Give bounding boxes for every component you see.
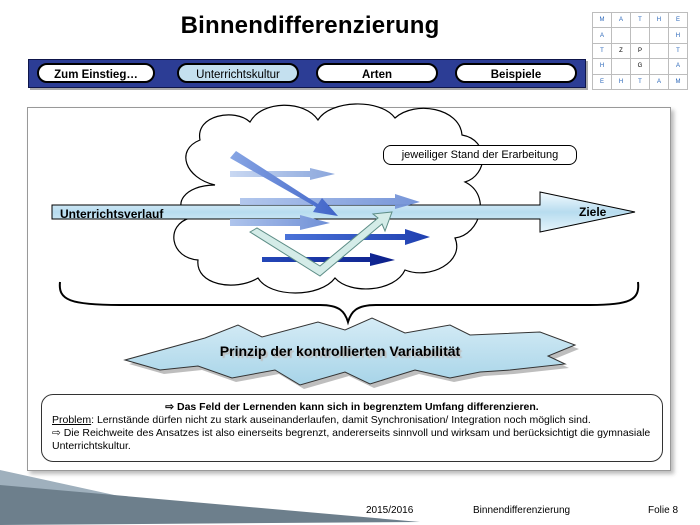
logo-letter: Z: [612, 43, 631, 58]
logo-letter: H: [668, 28, 687, 43]
logo-letter: G: [630, 59, 649, 74]
lesson-flow-label: Unterrichtsverlauf: [60, 207, 164, 221]
logo-letter: T: [593, 43, 612, 58]
summary-textbox: [41, 394, 663, 462]
current-state-callout: jeweiliger Stand der Erarbeitung: [383, 145, 577, 165]
conclusion-text: ⇨ Die Reichweite des Ansatzes ist also einerseits begrenzt, andererseits sinnvoll und wirksam und berücksichtigt die gymnasiale Unterrichtskultur.: [52, 427, 651, 452]
problem-label: Problem: [52, 414, 92, 426]
logo-letter: H: [649, 13, 668, 28]
nav-button-beispiele[interactable]: Beispiele: [455, 63, 577, 83]
logo-letter: H: [593, 59, 612, 74]
problem-line: [52, 414, 652, 427]
logo-letter: T: [630, 74, 649, 89]
logo-letter: A: [668, 59, 687, 74]
principle-label: Prinzip der kontrollierten Variabilität: [219, 343, 461, 359]
nav-button-unterrichtskultur[interactable]: Unterrichtskultur: [177, 63, 299, 83]
logo-letter: P: [630, 43, 649, 58]
logo-letter: M: [668, 74, 687, 89]
logo-letter: E: [668, 13, 687, 28]
logo-letter: A: [649, 74, 668, 89]
summary-headline: ⇨ Das Feld der Lernenden kann sich in begrenztem Umfang differenzieren.: [165, 401, 539, 413]
logo-letter: M: [593, 13, 612, 28]
goals-label: Ziele: [579, 205, 607, 219]
logo-letter: T: [630, 13, 649, 28]
nav-button-arten[interactable]: Arten: [316, 63, 438, 83]
nav-button-zum-einstieg[interactable]: Zum Einstieg…: [37, 63, 155, 83]
logo-letter: E: [593, 74, 612, 89]
logo-letter: A: [612, 13, 631, 28]
slide-title: Binnendifferenzierung: [180, 12, 440, 39]
logo-letter: H: [612, 74, 631, 89]
footer-topic: Binnendifferenzierung: [473, 505, 571, 516]
footer-year: 2015/2016: [366, 505, 414, 516]
corner-decoration: [0, 460, 420, 525]
footer-slide-number: Folie 8: [648, 505, 679, 516]
logo-letter: A: [593, 28, 612, 43]
problem-text: : Lernstände dürfen nicht zu stark auseinanderlaufen, damit Synchronisation/ Integration noch möglich sind.: [91, 414, 591, 426]
curly-brace: [60, 282, 638, 322]
logo-letter: T: [668, 43, 687, 58]
